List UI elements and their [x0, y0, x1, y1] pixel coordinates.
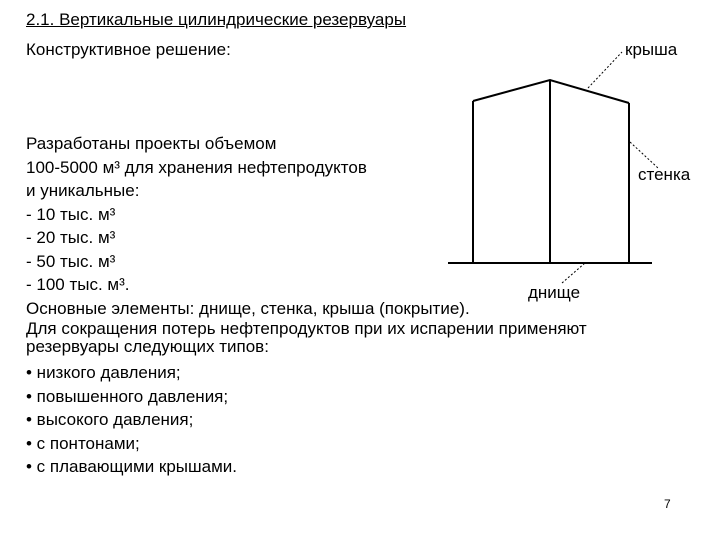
body-line: Разработаны проекты объемом: [26, 134, 277, 153]
body-line: Для сокращения потерь нефтепродуктов при их испарении применяют: [26, 319, 587, 338]
body-line: - 50 тыс. м³: [26, 251, 116, 271]
slide-title: 2.1. Вертикальные цилиндрические резервуары: [26, 10, 407, 29]
body-line: - 10 тыс. м³: [26, 204, 116, 224]
body-line: и уникальные:: [26, 181, 140, 200]
body-line: Основные элементы: днище, стенка, крыша (покрытие).: [26, 298, 470, 318]
bullet-item: • низкого давления;: [26, 363, 181, 382]
bullet-item: • повышенного давления;: [26, 386, 229, 406]
slide-subtitle: Конструктивное решение:: [26, 40, 231, 59]
body-line: - 100 тыс. м³.: [26, 275, 130, 294]
bottom-leader-line: [562, 263, 585, 283]
label-bottom: днище: [528, 283, 581, 302]
body-line: резервуары следующих типов:: [26, 337, 269, 356]
page-number: 7: [664, 497, 671, 511]
bullet-item: • с плавающими крышами.: [26, 457, 238, 476]
label-roof: крыша: [625, 40, 678, 59]
body-line: 100-5000 м³ для хранения нефтепродуктов: [26, 157, 367, 177]
label-wall: стенка: [638, 165, 691, 184]
body-line: - 20 тыс. м³: [26, 228, 116, 247]
roof-leader-line: [588, 52, 622, 88]
bullet-item: • высокого давления;: [26, 410, 194, 429]
bullet-item: • с понтонами;: [26, 433, 140, 453]
